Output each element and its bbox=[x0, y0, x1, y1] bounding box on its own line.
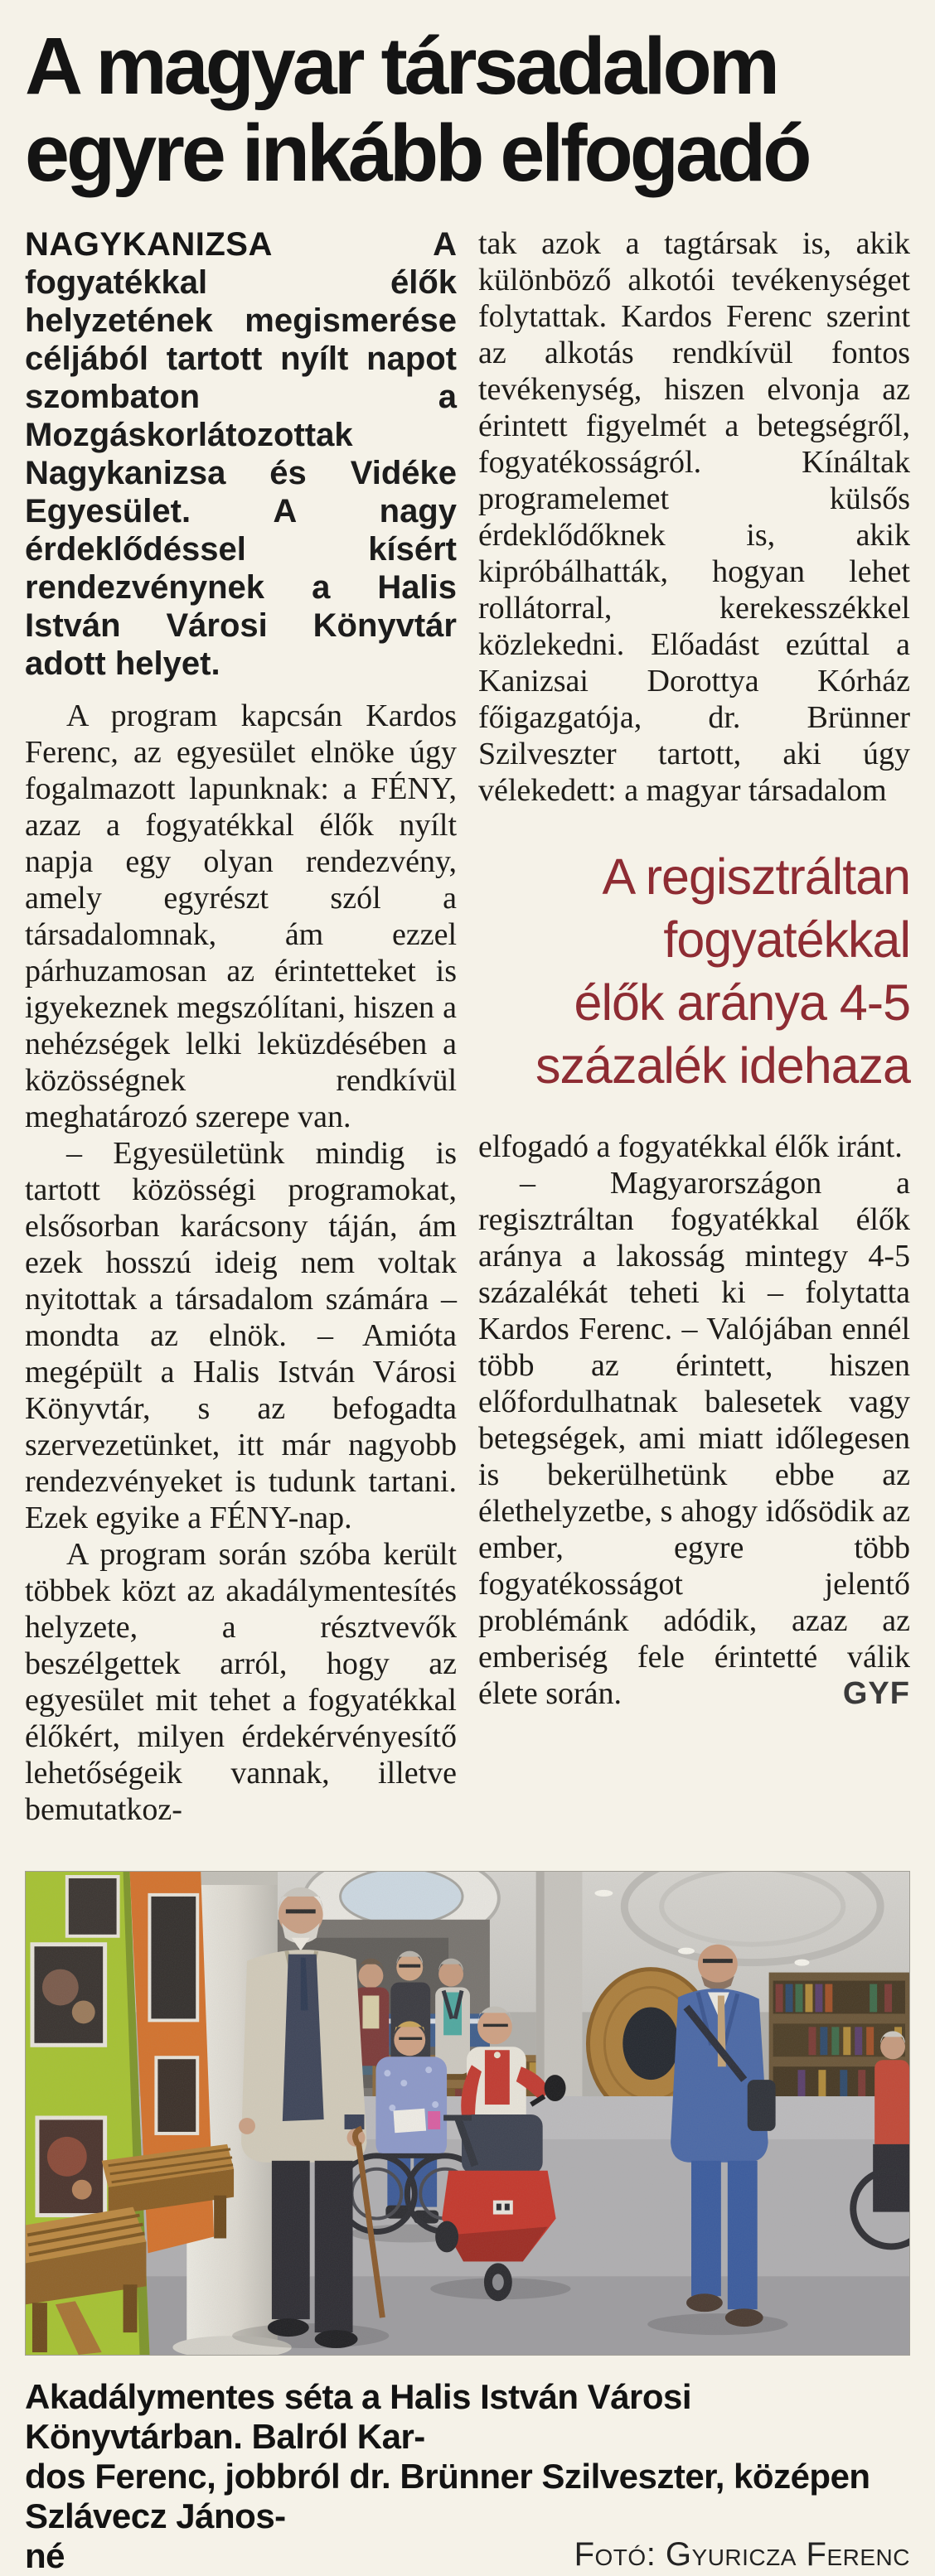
paragraph: elfogadó a fogyatékkal élők iránt. bbox=[478, 1129, 903, 1164]
article-headline: A magyar társadalom egyre inkább elfogadó bbox=[25, 21, 809, 198]
column-left bbox=[25, 225, 457, 1828]
lead-text: A fogyatékkal élők helyzetének megismerése céljából tartott nyílt napot szombaton a Mozgáskorlátozottak Nagykanizsa és Vidéke Egyesület. A nagy érdeklődéssel kísért rendezvénynek a Halis István Városi Könyvtár adott helyet. bbox=[25, 225, 457, 682]
library-walk-photo-illustration bbox=[26, 1872, 909, 2355]
pull-quote bbox=[478, 845, 910, 1097]
article-body bbox=[25, 225, 910, 1828]
right-body-text-continued bbox=[478, 1129, 910, 1712]
location-tag: NAGYKANIZSA bbox=[25, 225, 273, 263]
paragraph: tak azok a tagtársak is, akik különböző alkotói tevékenységet folytattak. Kardos Ferenc szerint az alkotás rendkívül fontos tevékenység, hiszen elvonja az érintett figyelmét a betegségről, fogyatékosságról. Kínáltak programelemet külsős érdeklődőknek is, akik kipróbálhatták, hogyan lehet rollátorral, kerekesszékkel közlekedni. Előadást ezúttal a Kanizsai Dorottya Kórház főigazgatója, dr. Brünner Szilveszter tartott, aki úgy vélekedett: a magyar társadalom bbox=[478, 225, 910, 808]
pull-quote-line: fogyatékkal bbox=[663, 911, 910, 968]
newspaper-page bbox=[25, 0, 910, 2576]
right-body-text bbox=[478, 225, 910, 809]
caption-line: né bbox=[25, 2535, 65, 2575]
author-initials: GYF bbox=[842, 1675, 910, 1711]
pull-quote-line: százalék idehaza bbox=[535, 1037, 910, 1094]
photo-caption bbox=[25, 2377, 910, 2576]
lead-paragraph bbox=[25, 225, 457, 683]
paragraph: – Egyesületünk mindig is tartott közösségi programokat, elsősorban karácsony táján, ám ezek hosszú ideig nem voltak nyitottak a társadalom számára – mondta az elnök. – Amióta megépült a Halis István Városi Könyvtár, s az befogadta szervezetünket, itt már nagyobb rendezvényeket is tudunk tartani. Ezek egyike a FÉNY-nap. bbox=[25, 1135, 457, 1535]
left-body-text bbox=[25, 698, 457, 1828]
caption-line: dos Ferenc, jobbról dr. Brünner Szilveszter, középen Szlávecz János- bbox=[25, 2456, 870, 2535]
pull-quote-line: élők aránya 4-5 bbox=[574, 974, 910, 1031]
halftone-grain-overlay bbox=[26, 1872, 909, 2355]
paragraph bbox=[478, 1165, 910, 1712]
column-right bbox=[478, 225, 910, 1828]
photo-credit: Fotó: Gyuricza Ferenc bbox=[574, 2535, 910, 2573]
paragraph: A program kapcsán Kardos Ferenc, az egyesület elnöke úgy fogalmazott lapunknak: a FÉNY, azaz a fogyatékkal élők nyílt napja egy olyan rendezvény, amely egyrészt szól a társadalomnak, ám ezzel párhuzamosan az érintetteket is igyekeznek megszólítani, hiszen a nehézségek lelki leküzdésében a közösségnek rendkívül meghatározó szerepe van. bbox=[25, 698, 457, 1134]
pull-quote-line: A regisztráltan bbox=[602, 848, 910, 905]
caption-line: Akadálymentes séta a Halis István Városi Könyvtárban. Balról Kar- bbox=[25, 2376, 692, 2456]
article-photo bbox=[25, 1871, 910, 2356]
paragraph: A program során szóba került többek közt az akadálymentesítés helyzete, a résztvevők beszélgettek arról, hogy az egyesület mit tehet a fogyatékkal élőkért, milyen érdekérvényesítő lehetőségeik vannak, illetve bemutatkoz- bbox=[25, 1536, 457, 1827]
paragraph-text: – Magyarországon a regisztráltan fogyatékkal élők aránya a lakosság mintegy 4-5 százalékát teheti ki – folytatta Kardos Ferenc. – Valójában ennél több az érintett, hiszen előfordulhatnak balesetek vagy betegségek, ami miatt időlegesen is bekerülhetünk ebbe az élethelyzetbe, s ahogy idősödik az ember, egyre több fogyatékosságot jelentő problémánk adódik, azaz az emberiség fele érintetté válik élete során. bbox=[478, 1165, 910, 1711]
